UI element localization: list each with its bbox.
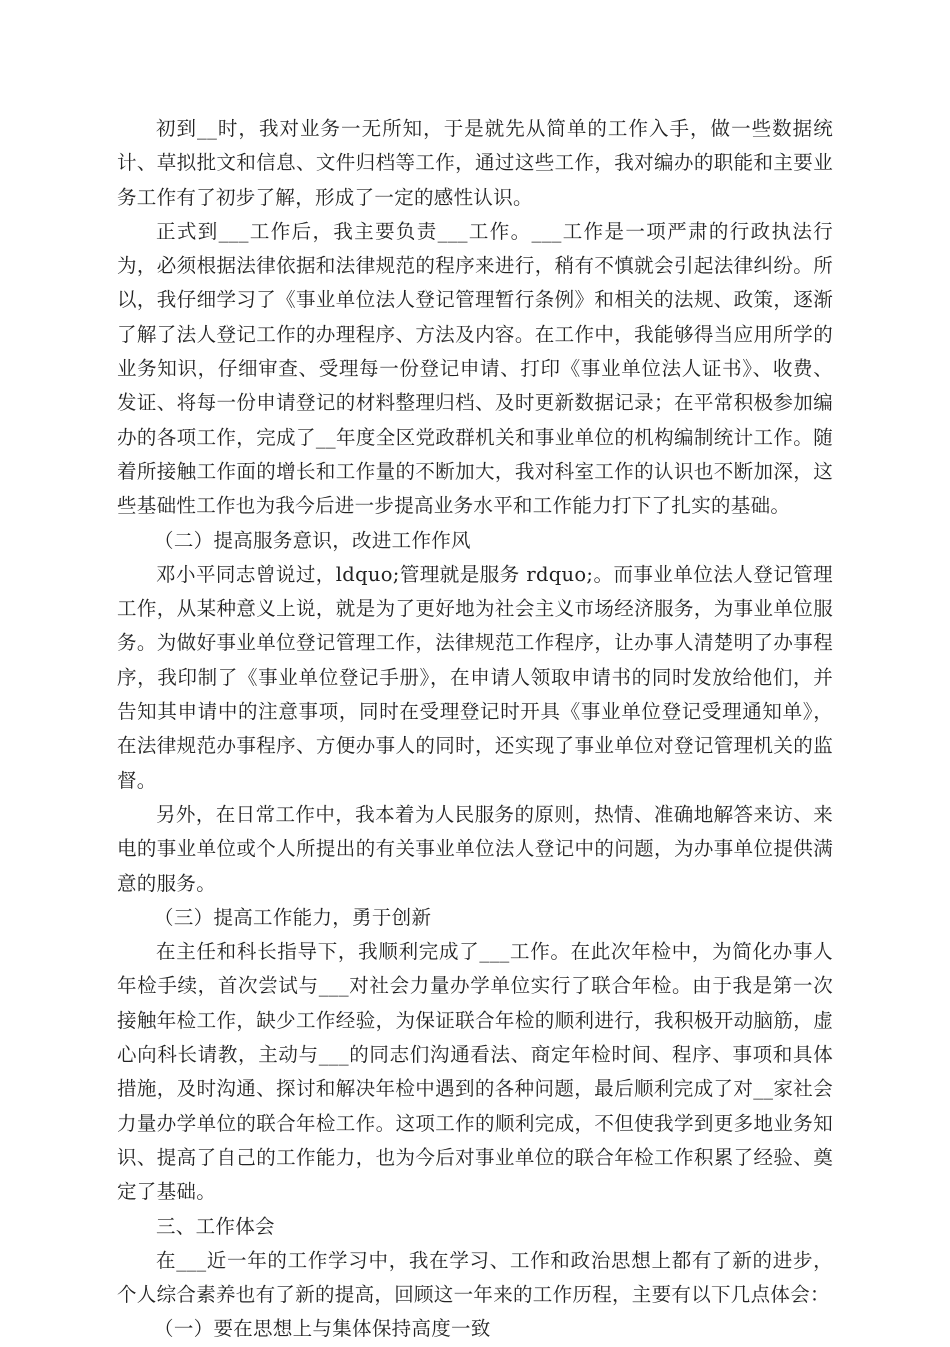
document-body — [117, 112, 833, 1347]
paragraph: 在___近一年的工作学习中，我在学习、工作和政治思想上都有了新的进步，个人综合素养也有了新的提高，回顾这一年来的工作历程，主要有以下几点体会： — [117, 1248, 833, 1307]
paragraph: 初到__时，我对业务一无所知，于是就先从简单的工作入手，做一些数据统计、草拟批文和信息、文件归档等工作，通过这些工作，我对编办的职能和主要业务工作有了初步了解，形成了一定的感性认识。 — [117, 117, 833, 209]
section-heading: （三）提高工作能力，勇于创新 — [154, 905, 432, 929]
paragraph: 正式到___工作后，我主要负责___工作。___工作是一项严肃的行政执法行为，必须根据法律依据和法律规范的程序来进行，稍有不慎就会引起法律纠纷。所以，我仔细学习了《事业单位法人登记管理暂行条例》和相关的法规、政策，逐渐了解了法人登记工作的办理程序、方法及内容。在工作中，我能够得当应用所学的业务知识，仔细审查、受理每一份登记申请、打印《事业单位法人证书》、收费、发证、将每一份申请登记的材料整理归档、及时更新数据记录；在平常积极参加编办的各项工作，完成了__年度全区党政群机关和事业单位的机构编制统计工作。随着所接触工作面的增长和工作量的不断加大，我对科室工作的认识也不断加深，这些基础性工作也为我今后进一步提高业务水平和工作能力打下了扎实的基础。 — [117, 219, 833, 518]
paragraph: 邓小平同志曾说过，ldquo;管理就是服务 rdquo;。而事业单位法人登记管理工作，从某种意义上说，就是为了更好地为社会主义市场经济服务，为事业单位服务。为做好事业单位登记管理工作，法律规范工作程序，让办事人清楚明了办事程序，我印制了《事业单位登记手册》，在申请人领取申请书的同时发放给他们，并告知其申请中的注意事项，同时在受理登记时开具《事业单位登记受理通知单》，在法律规范办事程序、方便办事人的同时，还实现了事业单位对登记管理机关的监督。 — [117, 562, 833, 792]
paragraph: 在主任和科长指导下，我顺利完成了___工作。在此次年检中，为简化办事人年检手续，首次尝试与___对社会力量办学单位实行了联合年检。由于我是第一次接触年检工作，缺少工作经验，为保证联合年检的顺利进行，我积极开动脑筋，虚心向科长请教，主动与___的同志们沟通看法、商定年检时间、程序、事项和具体措施，及时沟通、探讨和解决年检中遇到的各种问题，最后顺利完成了对__家社会力量办学单位的联合年检工作。这项工作的顺利完成，不但使我学到更多地业务知识、提高了自己的工作能力，也为今后对事业单位的联合年检工作积累了经验、奠定了基础。 — [117, 940, 833, 1204]
section-heading: （一）要在思想上与集体保持高度一致 — [154, 1317, 491, 1341]
section-heading: 三、工作体会 — [156, 1214, 275, 1238]
paragraph: 另外，在日常工作中，我本着为人民服务的原则，热情、准确地解答来访、来电的事业单位或个人所提出的有关事业单位法人登记中的问题，为办事单位提供满意的服务。 — [117, 802, 833, 895]
section-heading: （二）提高服务意识，改进工作作风 — [154, 528, 471, 552]
